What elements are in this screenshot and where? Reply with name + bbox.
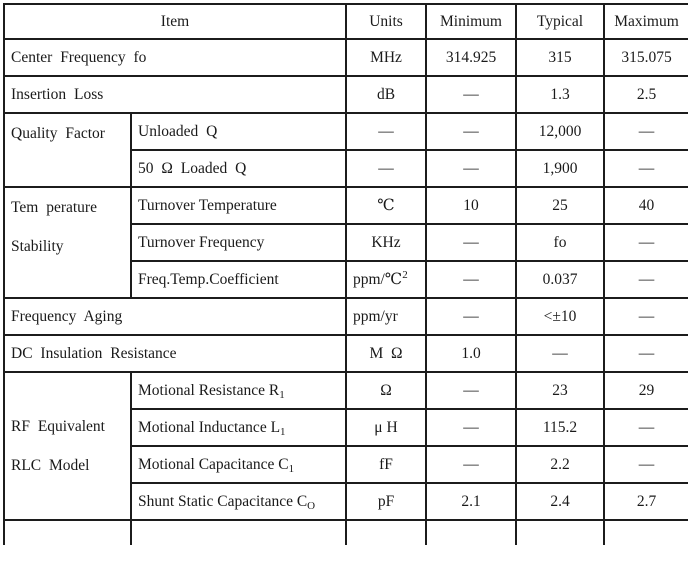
group-label-line2: Stability <box>11 238 64 255</box>
item-cell: Center Frequency fo <box>4 39 346 76</box>
units-cell: Ω <box>346 372 426 409</box>
row-frequency-aging <box>4 298 688 335</box>
min-cell: — <box>426 261 516 298</box>
typ-cell: 1.3 <box>516 76 604 113</box>
units-cell: — <box>346 113 426 150</box>
item-cell <box>131 372 346 409</box>
group-cell-rf-equivalent-rlc-model <box>4 372 131 520</box>
max-cell: 40 <box>604 187 688 224</box>
header-row <box>4 4 688 39</box>
units-cell <box>346 261 426 298</box>
group-label-line1: RF Equivalent <box>11 418 105 435</box>
units-cell: KHz <box>346 224 426 261</box>
min-cell: 2.1 <box>426 483 516 520</box>
item-text: Motional Resistance R <box>138 381 280 399</box>
group-label-line1: Tem perature <box>11 199 97 216</box>
max-cell: — <box>604 261 688 298</box>
typ-cell: 1,900 <box>516 150 604 187</box>
min-cell: — <box>426 409 516 446</box>
min-cell: — <box>426 113 516 150</box>
typ-cell: 23 <box>516 372 604 409</box>
item-subscript: O <box>307 499 316 512</box>
item-cell <box>131 483 346 520</box>
stub-cell <box>426 520 516 545</box>
max-cell: 2.7 <box>604 483 688 520</box>
item-cell: Unloaded Q <box>131 113 346 150</box>
min-cell: — <box>426 150 516 187</box>
item-cell: Insertion Loss <box>4 76 346 113</box>
row-center-frequency <box>4 39 688 76</box>
min-cell: 10 <box>426 187 516 224</box>
stub-cell <box>346 520 426 545</box>
max-cell: — <box>604 335 688 372</box>
units-cell: M Ω <box>346 335 426 372</box>
units-cell: ppm/yr <box>346 298 426 335</box>
min-cell: — <box>426 446 516 483</box>
typ-cell: 25 <box>516 187 604 224</box>
units-cell: MHz <box>346 39 426 76</box>
typ-cell: 0.037 <box>516 261 604 298</box>
units-cell: dB <box>346 76 426 113</box>
header-item: Item <box>4 4 346 39</box>
min-cell: — <box>426 298 516 335</box>
stub-cell <box>604 520 688 545</box>
row-unloaded-q <box>4 113 688 150</box>
row-insertion-loss <box>4 76 688 113</box>
units-cell: fF <box>346 446 426 483</box>
stub-cell <box>516 520 604 545</box>
header-minimum: Minimum <box>426 4 516 39</box>
stub-cell <box>4 520 131 545</box>
header-maximum: Maximum <box>604 4 688 39</box>
max-cell: 315.075 <box>604 39 688 76</box>
max-cell: — <box>604 113 688 150</box>
item-subscript: 1 <box>279 388 285 401</box>
item-cell: Frequency Aging <box>4 298 346 335</box>
typ-cell: 2.4 <box>516 483 604 520</box>
typ-cell: 12,000 <box>516 113 604 150</box>
item-text: Motional Inductance L <box>138 418 281 436</box>
units-cell: μ H <box>346 409 426 446</box>
item-cell <box>131 409 346 446</box>
cropped-next-row <box>4 520 688 545</box>
min-cell: — <box>426 76 516 113</box>
typ-cell: 315 <box>516 39 604 76</box>
spec-table <box>3 3 688 545</box>
units-text: ppm/℃ <box>353 271 403 288</box>
units-cell: ℃ <box>346 187 426 224</box>
item-text: Motional Capacitance C <box>138 455 289 473</box>
table-frame <box>3 3 688 564</box>
item-subscript: 1 <box>280 425 286 438</box>
item-cell: DC Insulation Resistance <box>4 335 346 372</box>
units-superscript: 2 <box>402 269 408 281</box>
item-cell: Freq.Temp.Coefficient <box>131 261 346 298</box>
item-cell: Turnover Frequency <box>131 224 346 261</box>
group-cell-quality-factor <box>4 113 131 187</box>
units-cell: pF <box>346 483 426 520</box>
units-cell: — <box>346 150 426 187</box>
row-turnover-temperature <box>4 187 688 224</box>
group-label: Quality Factor <box>11 125 105 142</box>
max-cell: — <box>604 409 688 446</box>
max-cell: — <box>604 150 688 187</box>
max-cell: — <box>604 224 688 261</box>
row-motional-resistance <box>4 372 688 409</box>
stub-cell <box>131 520 346 545</box>
max-cell: — <box>604 446 688 483</box>
row-dc-insulation-resistance <box>4 335 688 372</box>
typ-cell: <±10 <box>516 298 604 335</box>
min-cell: 1.0 <box>426 335 516 372</box>
max-cell: — <box>604 298 688 335</box>
max-cell: 2.5 <box>604 76 688 113</box>
typ-cell: 115.2 <box>516 409 604 446</box>
min-cell: — <box>426 224 516 261</box>
typ-cell: 2.2 <box>516 446 604 483</box>
min-cell: — <box>426 372 516 409</box>
min-cell: 314.925 <box>426 39 516 76</box>
item-subscript: 1 <box>288 462 295 475</box>
group-cell-temperature-stability <box>4 187 131 298</box>
header-typical: Typical <box>516 4 604 39</box>
item-text: Shunt Static Capacitance C <box>138 492 308 510</box>
typ-cell: fo <box>516 224 604 261</box>
header-units: Units <box>346 4 426 39</box>
typ-cell: — <box>516 335 604 372</box>
item-cell <box>131 446 346 483</box>
max-cell: 29 <box>604 372 688 409</box>
group-label-line2: RLC Model <box>11 457 90 474</box>
item-cell: 50 Ω Loaded Q <box>131 150 346 187</box>
item-cell: Turnover Temperature <box>131 187 346 224</box>
